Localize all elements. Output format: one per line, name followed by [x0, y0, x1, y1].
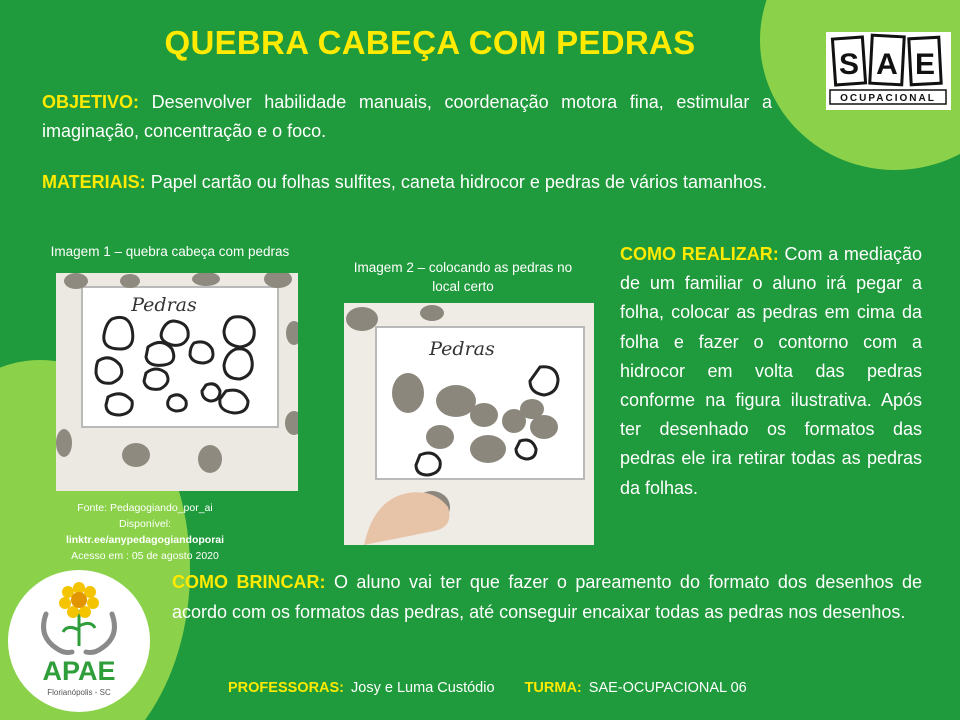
sae-letter-a: A: [876, 48, 898, 81]
objective-paragraph: [42, 88, 772, 146]
source-line-2: Disponível:: [119, 518, 171, 530]
source-link: linktr.ee/anypedagogiandoporai: [65, 534, 225, 546]
how-to-play-paragraph: [172, 568, 922, 627]
class-name: SAE-OCUPACIONAL 06: [588, 680, 747, 696]
objective-label: OBJETIVO:: [42, 92, 140, 112]
footer: [228, 680, 747, 696]
image-1-sheet-text: Pedras: [131, 294, 197, 316]
apae-logo: [8, 570, 150, 712]
sae-logo: [826, 32, 951, 110]
source-accessed: Acesso em : 05 de agosto 2020: [71, 550, 219, 562]
teachers-label: PROFESSORAS:: [228, 680, 345, 696]
how-to-paragraph: [620, 240, 922, 503]
image-1-caption: Imagem 1 – quebra cabeça com pedras: [50, 244, 290, 259]
how-to-play-label: COMO BRINCAR:: [172, 572, 326, 592]
materials-text: Papel cartão ou folhas sulfites, caneta hidrocor e pedras de vários tamanhos.: [150, 172, 768, 192]
image-source-credit: [40, 500, 250, 564]
teachers-names: Josy e Luma Custódio: [351, 680, 495, 696]
apae-name: APAE: [42, 656, 116, 686]
sae-letter-s: S: [838, 48, 860, 81]
how-to-text: Com a mediação de um familiar o aluno irá pegar a folha, colocar as pedras em cima da folha e fazer o contorno com a hidrocor em volta das pedras conforme na figura ilustrativa. Após ter desenhado os formatos das pedras ele ira retirar todas as pedras da folhas.: [620, 244, 922, 498]
materials-paragraph: [42, 168, 856, 197]
class-label: TURMA:: [524, 680, 582, 696]
materials-label: MATERIAIS:: [42, 172, 146, 192]
sae-subtitle: OCUPACIONAL: [840, 93, 936, 104]
objective-text: Desenvolver habilidade manuais, coordenação motora fina, estimular a imaginação, concentração e o foco.: [42, 92, 772, 141]
image-2-photo: [344, 303, 594, 545]
page-title: QUEBRA CABEÇA COM PEDRAS: [164, 24, 696, 61]
sae-letter-e: E: [914, 48, 936, 81]
apae-city: Florianópolis - SC: [47, 688, 111, 697]
image-2-sheet-text: Pedras: [429, 338, 495, 360]
image-1-photo: [56, 273, 298, 491]
source-line-1: Fonte: Pedagogiando_por_ai: [77, 502, 213, 514]
how-to-play-text: O aluno vai ter que fazer o pareamento do formato dos desenhos de acordo com os formatos das pedras, até conseguir encaixar todas as pedras nos desenhos.: [172, 572, 922, 622]
how-to-label: COMO REALIZAR:: [620, 244, 779, 264]
image-2-caption: Imagem 2 – colocando as pedras no local certo: [353, 260, 573, 294]
